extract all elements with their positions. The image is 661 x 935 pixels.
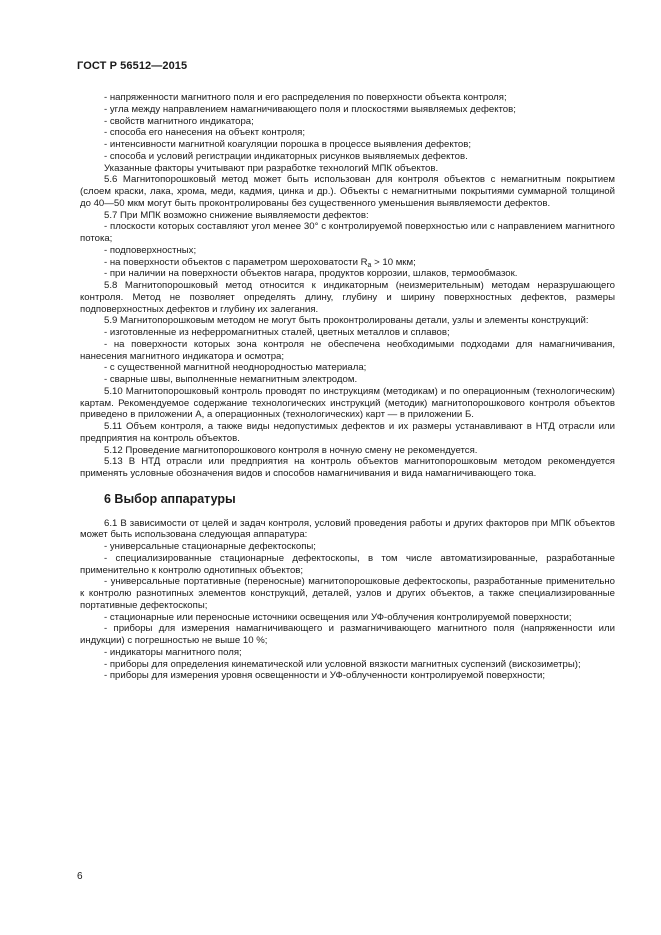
paragraph: - напряженности магнитного поля и его распределения по поверхности объекта контроля; [104,92,507,103]
paragraph: - на поверхности которых зона контроля не обеспечена необходимыми подходами для намагничивания, нанесения магнитного индикатора и осмотра; [80,338,615,362]
paragraph: - сварные швы, выполненные немагнитным электродом. [104,374,358,385]
paragraph: 5.11 Объем контроля, а также виды недопустимых дефектов и их размеры устанавливают в НТД отрасли или предприятия на контроль объектов. [80,421,615,444]
paragraph: 5.13 В НТД отрасли или предприятия на контроль объектов магнитопорошковым методом рекомендуется применять условные обозначения видов и способов намагничивания и вида намагничивающего тока. [80,456,615,479]
document-body [80,92,615,682]
document-header: ГОСТ Р 56512—2015 [77,60,188,72]
paragraph: 5.8 Магнитопорошковый метод относится к индикаторным (неизмерительным) методам неразрушающего контроля. Метод не позволяет определять длину, глубину и ширину поверхностных дефектов, размеры подповерхностных дефектов и глубину их залегания. [80,280,615,315]
paragraph: 5.10 Магнитопорошковый контроль проводят по инструкциям (методикам) и по операционным (технологическим) картам. Рекомендуемое содержание технологических инструкций (методик) магнитопорошкового контроля объектов приведено в приложении А, а операционных (технологических) карт — в приложении Б. [80,385,615,421]
paragraph: - приборы для определения кинематической или условной вязкости магнитных суспензий (вискозиметры); [104,658,581,670]
paragraph: Указанные факторы учитывают при разработке технологий МПК объектов. [104,162,439,174]
paragraph: 5.12 Проведение магнитопорошкового контроля в ночную смену не рекомендуется. [104,444,478,456]
paragraph: - приборы для измерения уровня освещенности и УФ-облученности контролируемой поверхности; [104,670,546,682]
paragraph: 6.1 В зависимости от целей и задач контроля, условий проведения работы и других факторов при МПК объектов может быть использована следующая аппаратура: [80,517,615,541]
paragraph: - изготовленные из неферромагнитных сталей, цветных металлов и сплавов; [104,327,450,338]
paragraph: - стационарные или переносные источники освещения или УФ-облучения контролируемой поверхности; [104,611,572,623]
paragraph: - плоскости которых составляют угол менее 30° с контролируемой поверхностью или с направлением магнитного потока; [80,221,615,244]
paragraph: - специализированные стационарные дефектоскопы, в том числе автоматизированные, разработанные применительно к контролю однотипных объектов; [80,552,615,576]
section-heading: 6 Выбор аппаратуры [104,491,236,506]
paragraph: 5.9 Магнитопорошковым методом не могут быть проконтролированы детали, узлы и элементы конструкций: [104,315,589,327]
paragraph: - индикаторы магнитного поля; [104,646,242,658]
paragraph: - свойств магнитного индикатора; [104,115,254,127]
paragraph: - при наличии на поверхности объектов нагара, продуктов коррозии, шлаков, термообмазок. [104,268,518,280]
paragraph: - с существенной магнитной неоднородностью материала; [104,362,367,374]
paragraph: - способа его нанесения на объект контроля; [104,127,306,139]
section-5-continued [80,92,615,257]
page-number: 6 [77,871,83,882]
paragraph: 5.6 Магнитопорошковый метод может быть использован для контроля объектов с немагнитным покрытием (слоем краски, лака, хрома, меди, кадмия, цинка и др.). Объекты с немагнитными покрытиями суммарной толщиной до 40—50 мкм могут быть проконтролированы без существенного уменьшения выявляемости дефектов. [80,174,615,209]
paragraph: - подповерхностных; [104,244,197,256]
roughness-subscript: a [367,261,372,269]
section-6-body [80,518,615,683]
paragraph: - способа и условий регистрации индикаторных рисунков выявляемых дефектов. [104,150,468,162]
paragraph: - угла между направлением намагничивающего поля и плоскостями выявляемых дефектов; [104,103,516,115]
paragraph: - интенсивности магнитной коагуляции порошка в процессе выявления дефектов; [104,139,472,150]
section-5-items [80,268,615,480]
paragraph: - универсальные портативные (переносные) магнитопорошковые дефектоскопы, разработанные применительно к контролю разнотипных элементов конструкций, деталей, узлов и других объектов, а также специализированные портативные дефектоскопы; [80,576,615,611]
paragraph: 5.7 При МПК возможно снижение выявляемости дефектов: [104,209,369,221]
paragraph [80,257,615,269]
roughness-text: - на поверхности объектов с параметром шероховатости R [104,256,368,268]
roughness-value: > 10 мкм; [371,256,416,268]
paragraph: - универсальные стационарные дефектоскопы; [104,541,316,552]
paragraph: - приборы для измерения намагничивающего и размагничивающего магнитного поля (напряженности или индукции) с погрешностью не выше 10 %; [80,623,615,646]
